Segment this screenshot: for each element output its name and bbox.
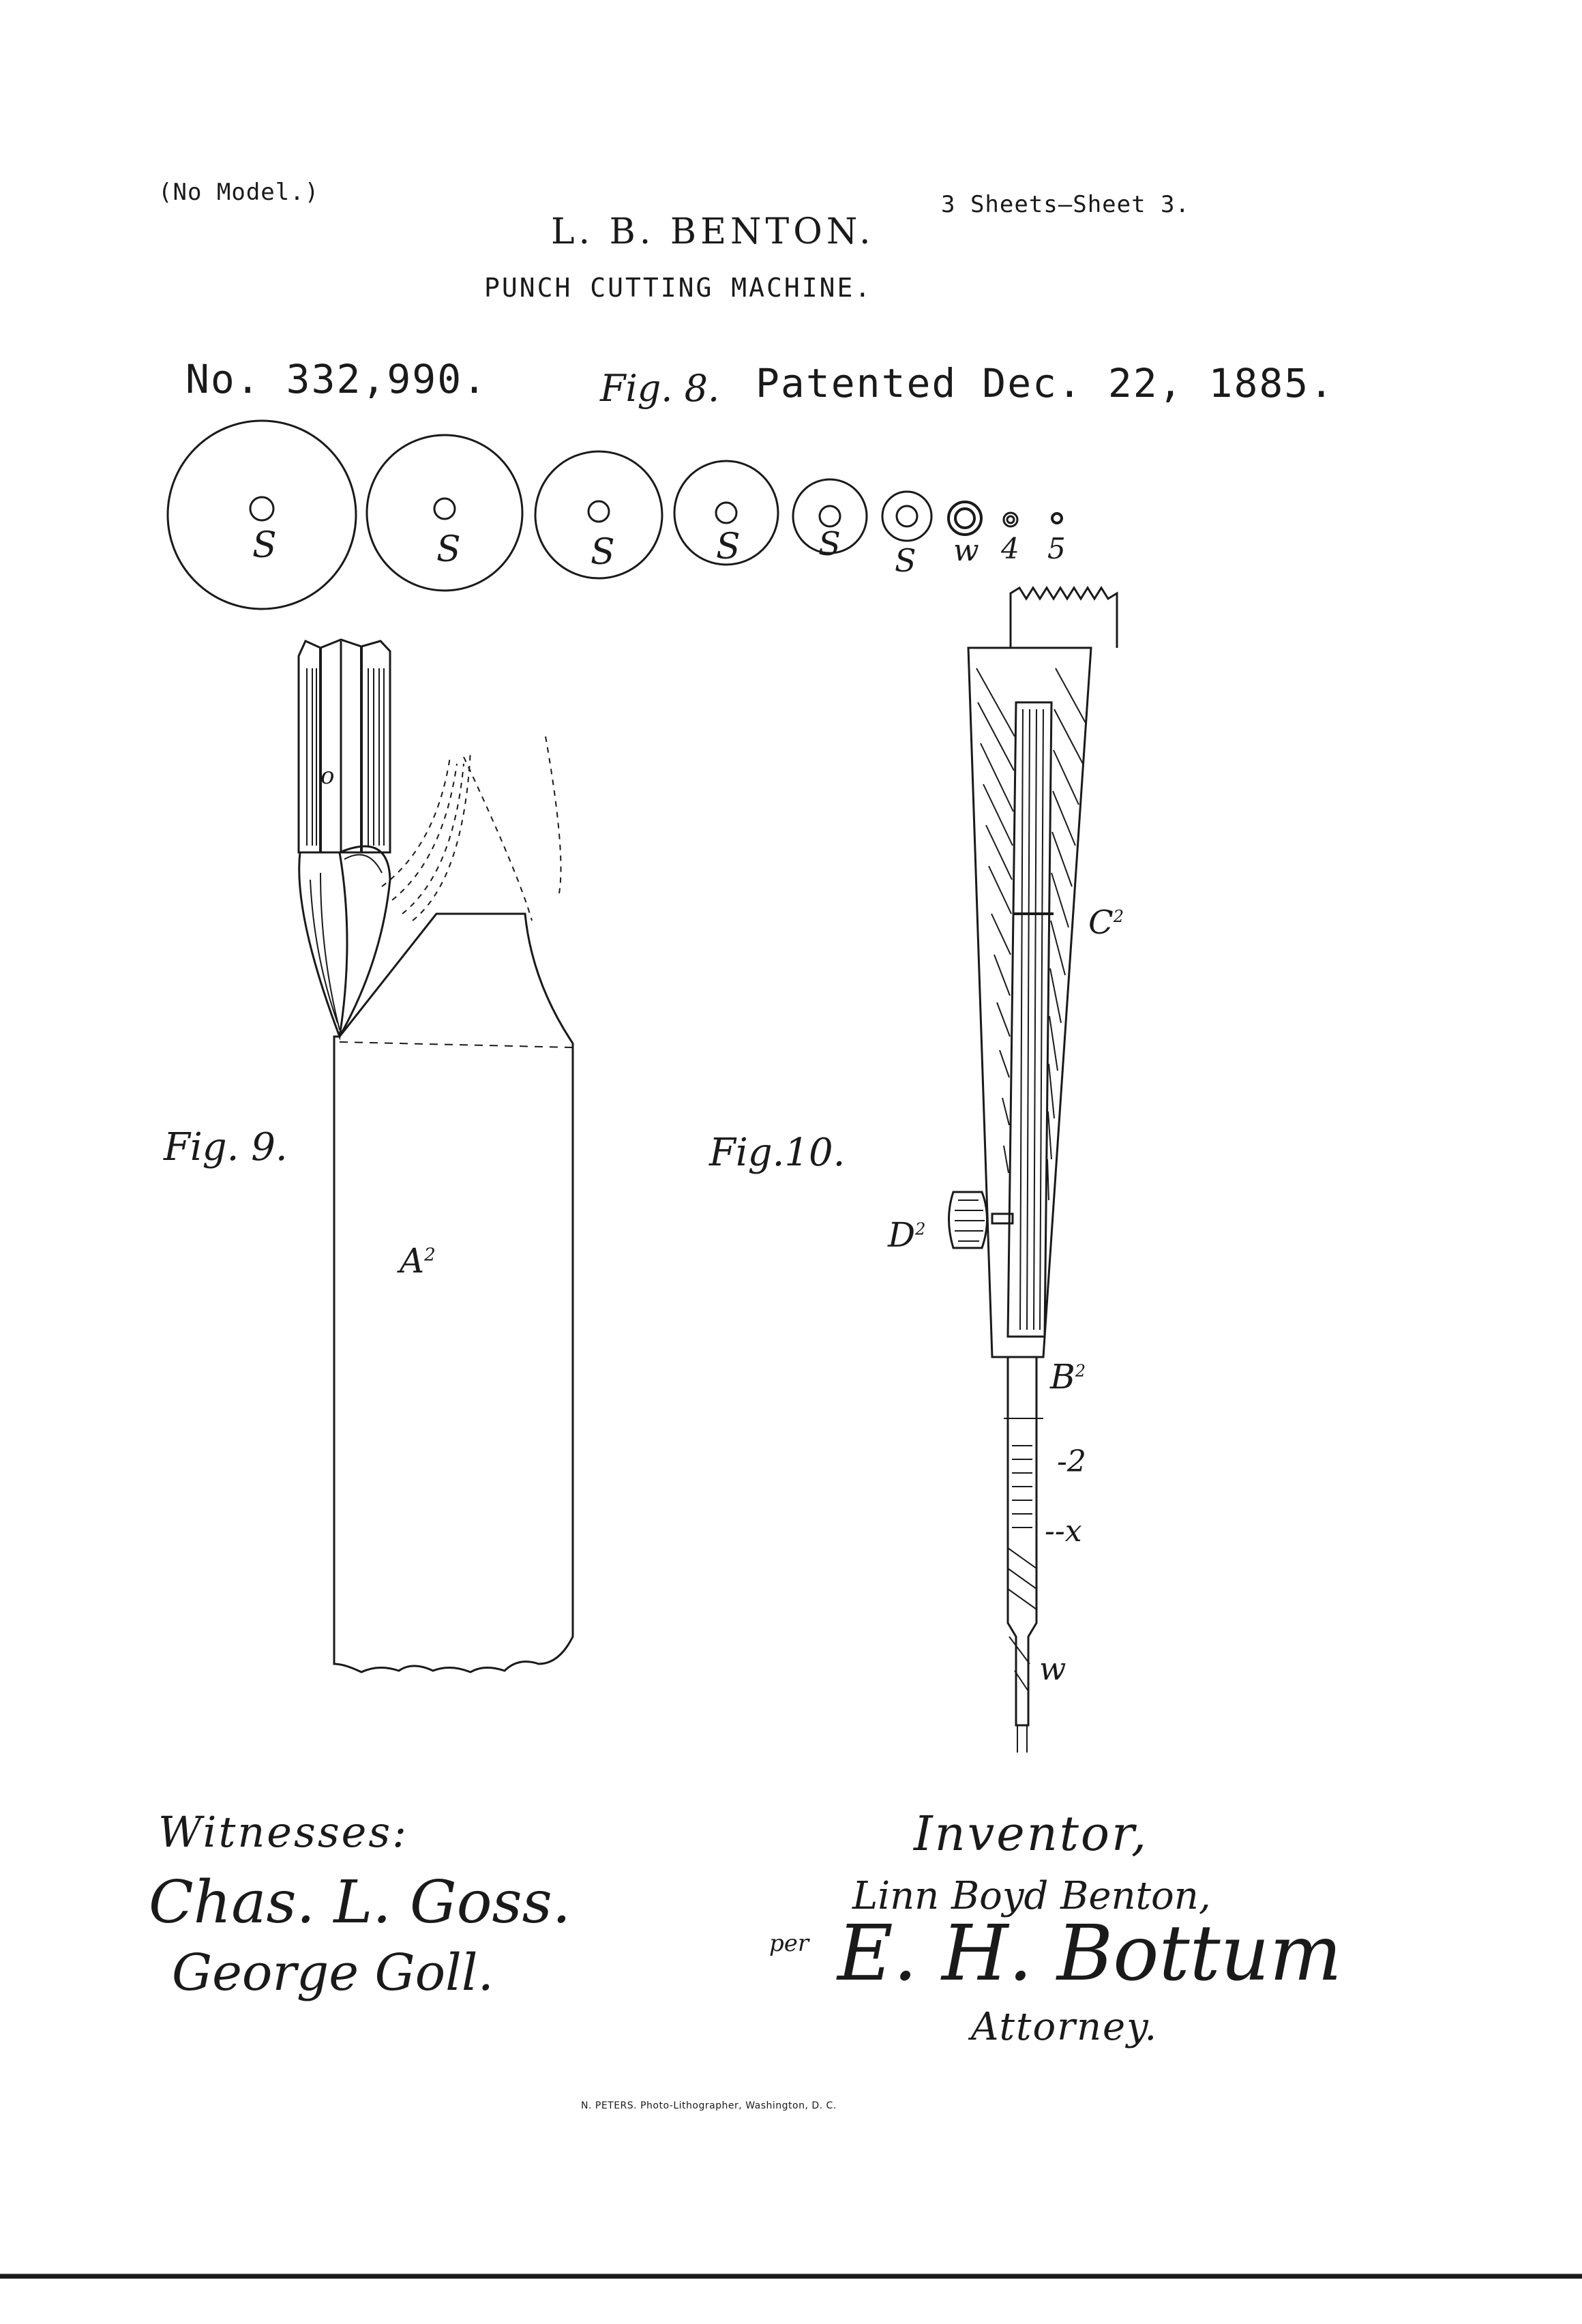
fig10-label-c <box>1088 904 1124 942</box>
fig9-label: Fig. 9. <box>164 1125 288 1170</box>
witness-signature-1: Chas. L. Goss. <box>149 1868 571 1937</box>
patent-number: No. 332,990. <box>185 356 488 402</box>
fig10-label-d-letter: D <box>888 1215 916 1255</box>
fig10-label-x: --x <box>1045 1514 1082 1549</box>
fig8-washer-label: S <box>436 529 461 570</box>
washer-7 <box>949 502 981 535</box>
fig8-washer-label: S <box>716 526 741 567</box>
attorney-heading: Attorney. <box>971 2005 1159 2049</box>
patent-date: Patented Dec. 22, 1885. <box>756 360 1335 406</box>
fig8-washer-label: S <box>252 525 277 566</box>
fig9-shank <box>299 640 390 852</box>
washer-8 <box>1004 513 1017 526</box>
inventor-heading: Inventor, <box>914 1806 1149 1862</box>
fig9-label-a <box>400 1241 436 1281</box>
fig10-set-screw-shank <box>992 1214 1013 1223</box>
inventor-surname-header: L. B. BENTON. <box>551 211 875 252</box>
attorney-signature: E. H. Bottum <box>837 1909 1342 1998</box>
fig9-label-o: o <box>320 762 335 790</box>
fig8-washer-label: S <box>895 542 916 579</box>
fig8-label: Fig. 8. <box>600 367 720 410</box>
fig10-label-x-text: x <box>1064 1514 1082 1549</box>
fig8-washer-label: w <box>953 533 979 568</box>
fig10-label-c-sup: 2 <box>1113 907 1124 926</box>
washer-5-hole <box>820 506 840 526</box>
fig10-set-screw-head <box>949 1192 987 1248</box>
washer-1 <box>168 421 356 609</box>
fig10-stem <box>1008 1357 1036 1725</box>
fig10-label-c-letter: C <box>1088 904 1114 942</box>
fig10-thread <box>1011 588 1117 648</box>
inventor-signature: Linn Boyd Benton, <box>852 1874 1211 1918</box>
fig8-washer-label: 4 <box>1001 532 1019 565</box>
fig8-washer-label: S <box>591 532 615 573</box>
fig10-label-b-letter: B <box>1050 1357 1075 1397</box>
fig10-label: Fig.10. <box>709 1131 846 1175</box>
fig10-label-2-text: 2 <box>1066 1444 1086 1479</box>
fig8-washers <box>168 421 1062 609</box>
washer-4-hole <box>716 503 736 523</box>
fig10-label-w: w <box>1039 1650 1066 1687</box>
fig10-label-2: -2 <box>1057 1444 1086 1479</box>
washer-6-hole <box>897 506 917 526</box>
fig8-washer-label: 5 <box>1047 532 1066 565</box>
fig10-label-d-sup: 2 <box>915 1219 926 1239</box>
fig9-label-a-letter: A <box>400 1241 425 1281</box>
washer-7-hole <box>955 509 974 528</box>
washer-6 <box>882 492 931 541</box>
lithographer-credit: N. PETERS. Photo-Lithographer, Washington, D. C. <box>581 2100 837 2111</box>
witnesses-heading: Witnesses: <box>158 1807 409 1857</box>
fig9-body <box>334 914 573 1672</box>
washer-1-hole <box>250 497 273 520</box>
fig9-tool <box>299 640 573 1672</box>
fig10-label-b-sup: 2 <box>1075 1361 1086 1381</box>
fig9-cutter-right <box>340 846 390 1037</box>
fig10-label-b <box>1050 1357 1086 1397</box>
washer-2-hole <box>434 498 455 519</box>
fig8-washer-label: S <box>818 525 841 563</box>
fig10-holder <box>949 588 1118 1753</box>
washer-3-hole <box>588 501 609 522</box>
patent-title: PUNCH CUTTING MACHINE. <box>484 273 873 303</box>
witness-signature-2: George Goll. <box>172 1943 494 2002</box>
fig9-label-a-sup: 2 <box>424 1245 436 1266</box>
washer-8-hole <box>1007 516 1014 523</box>
fig10-label-d <box>888 1215 925 1255</box>
fig9-cutter-left <box>299 852 347 1037</box>
per-word: per <box>769 1930 809 1957</box>
sheet-count: 3 Sheets—Sheet 3. <box>941 191 1190 218</box>
fig10-taper <box>968 648 1091 1357</box>
no-model-note: (No Model.) <box>158 179 320 206</box>
washer-9 <box>1052 513 1062 523</box>
